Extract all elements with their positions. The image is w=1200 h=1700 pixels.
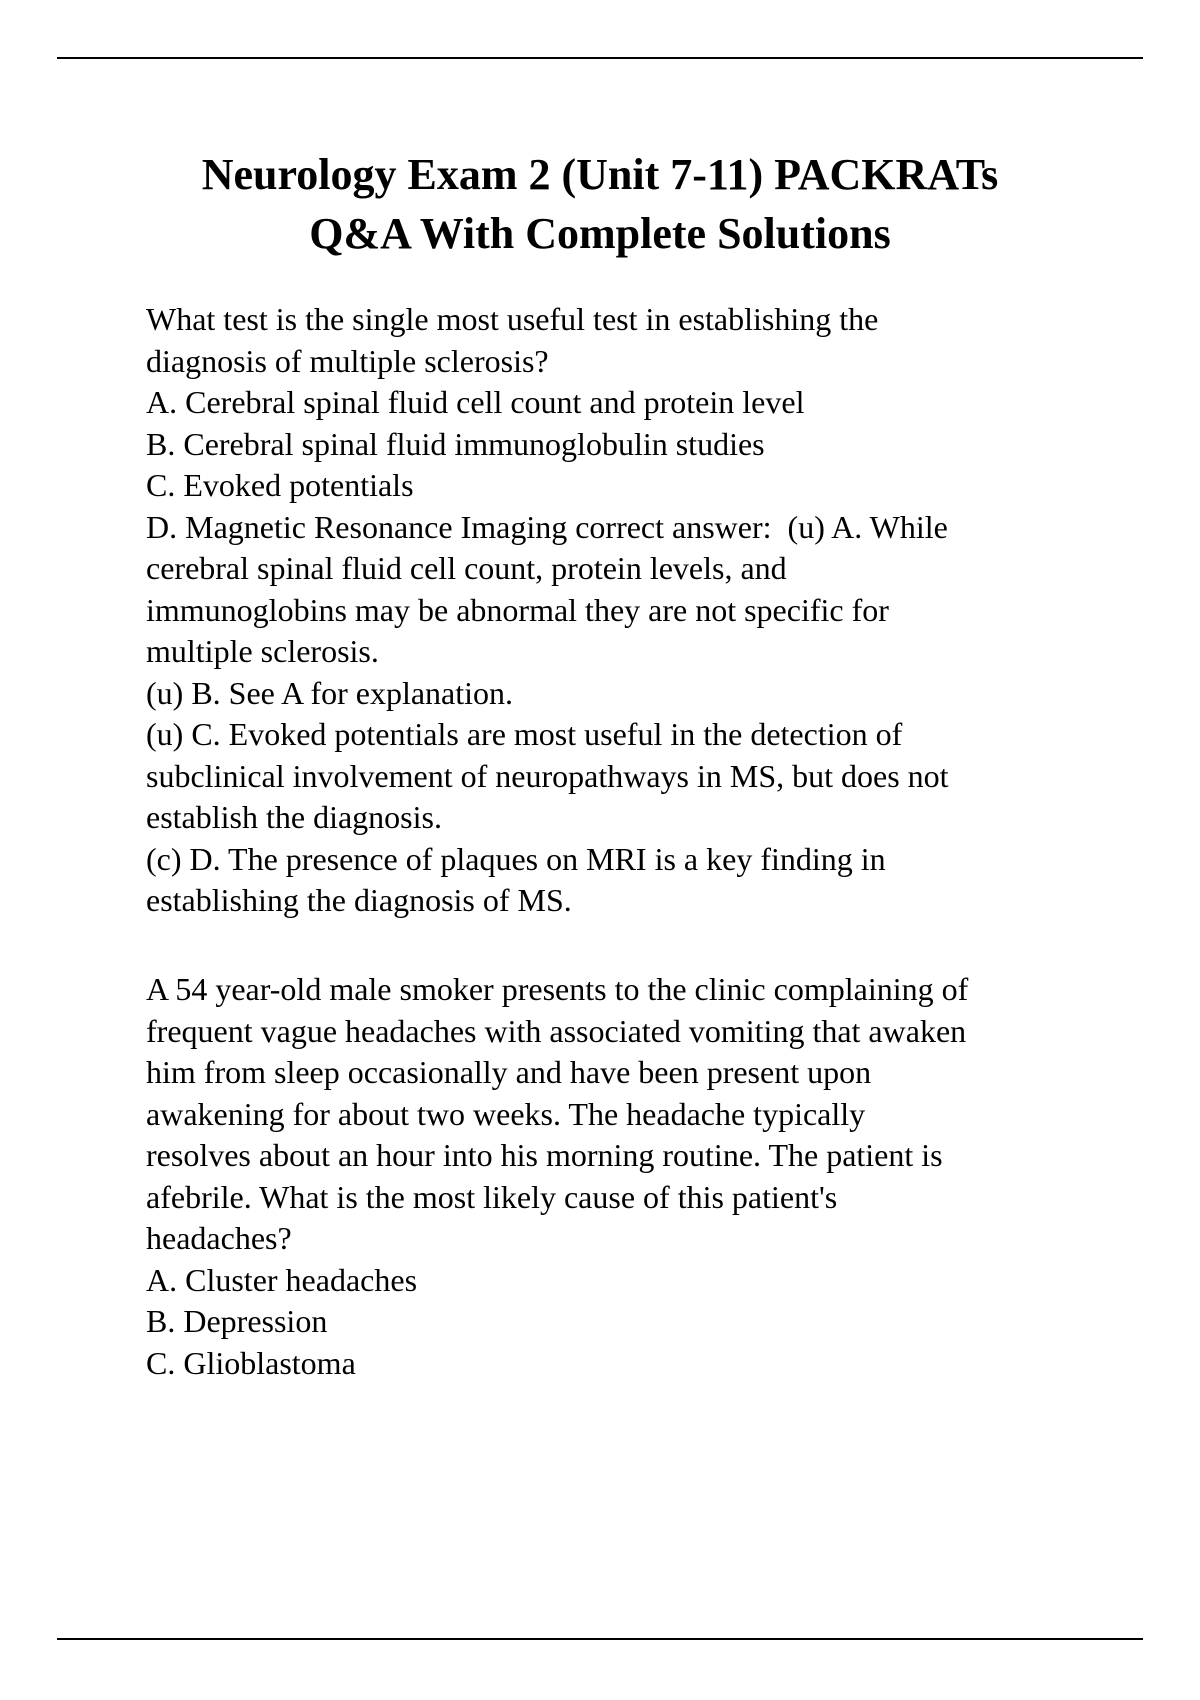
question-1 — [146, 299, 1146, 922]
bottom-rule — [57, 1638, 1143, 1640]
explanation-line: establishing the diagnosis of MS. — [146, 882, 572, 918]
explanation-line: multiple sclerosis. — [146, 633, 379, 669]
answer-option-c: C. Evoked potentials — [146, 467, 414, 503]
explanation-line: subclinical involvement of neuropathways in MS, but does not — [146, 757, 949, 794]
answer-option-d: D. Magnetic Resonance Imaging correct answer: (u) A. While — [146, 508, 948, 545]
answer-option-c: C. Glioblastoma — [146, 1344, 356, 1381]
explanation-line: cerebral spinal fluid cell count, protein levels, and — [146, 550, 787, 586]
question-stem-line: diagnosis of multiple sclerosis? — [146, 342, 549, 379]
question-2 — [146, 969, 1146, 1384]
question-stem-line: frequent vague headaches with associated vomiting that awaken — [146, 1012, 967, 1049]
explanation-line: (u) C. Evoked potentials are most useful in the detection of — [146, 716, 903, 752]
explanation-line: immunoglobins may be abnormal they are not specific for — [146, 591, 889, 628]
question-stem-line: What test is the single most useful test in establishing the — [146, 301, 879, 337]
title-line-1: Neurology Exam 2 (Unit 7-11) PACKRATs — [201, 150, 999, 199]
document-title — [100, 145, 1100, 263]
answer-option-a: A. Cerebral spinal fluid cell count and protein level — [146, 384, 805, 420]
question-stem-line: him from sleep occasionally and have been present upon — [146, 1054, 872, 1090]
question-stem-line: afebrile. What is the most likely cause of this patient's — [146, 1178, 838, 1215]
question-stem-line: A 54 year-old male smoker presents to the clinic complaining of — [146, 971, 969, 1007]
answer-option-a: A. Cluster headaches — [146, 1261, 418, 1298]
question-stem-line: resolves about an hour into his morning routine. The patient is — [146, 1137, 943, 1173]
explanation-line: (u) B. See A for explanation. — [146, 674, 514, 711]
explanation-line: establish the diagnosis. — [146, 799, 442, 835]
explanation-line: (c) D. The presence of plaques on MRI is a key finding in — [146, 840, 886, 877]
question-stem-line: headaches? — [146, 1220, 292, 1256]
answer-option-b: B. Depression — [146, 1303, 328, 1339]
answer-option-b: B. Cerebral spinal fluid immunoglobulin studies — [146, 425, 765, 462]
top-rule — [57, 57, 1143, 59]
title-line-2: Q&A With Complete Solutions — [309, 209, 891, 258]
question-stem-line: awakening for about two weeks. The headache typically — [146, 1095, 866, 1132]
